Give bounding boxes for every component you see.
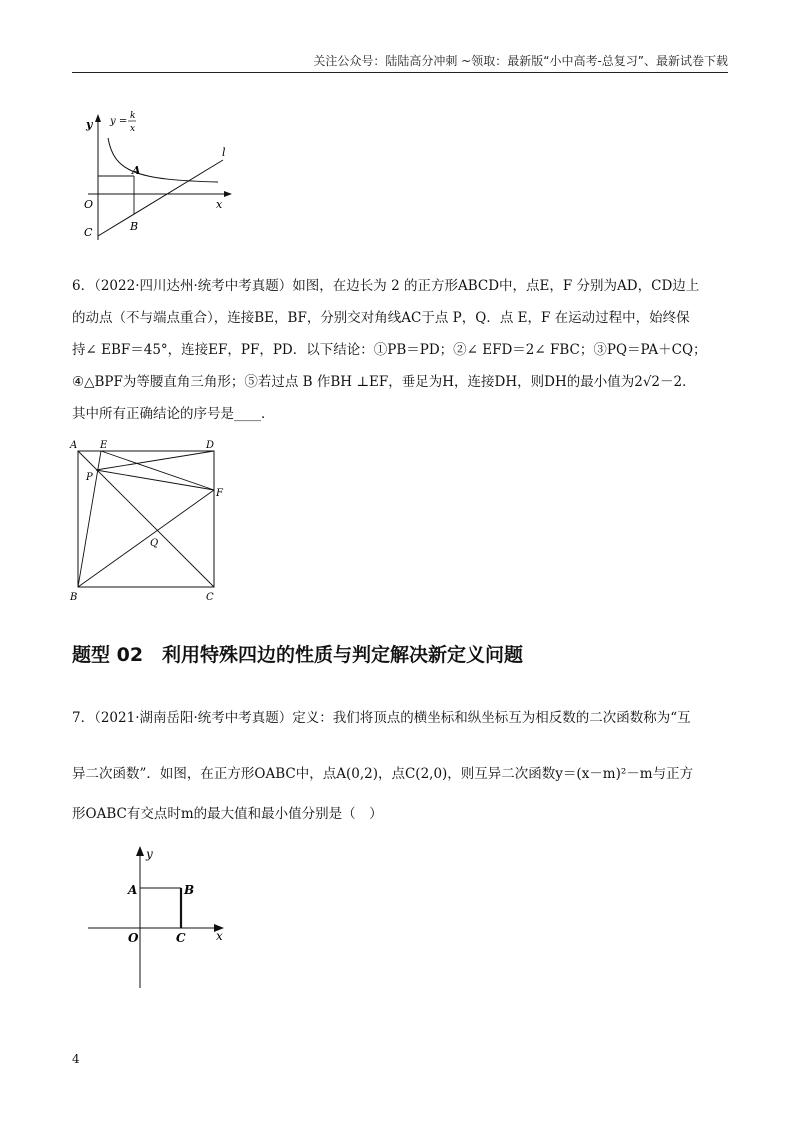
q7-line-2: 异二次函数”．如图，在正方形OABC中，点A(0,2)，点C(2,0)，则互异二次函数y＝(x－m)²－m与正方 (72, 766, 694, 782)
point-q-label: Q (150, 538, 159, 549)
figure-hyperbola-line (78, 110, 238, 250)
vertex-c-label: C (206, 592, 214, 603)
function-numerator: k (130, 111, 136, 121)
point-b-label: B (130, 220, 139, 233)
q6-line-5: 其中所有正确结论的序号是____． (72, 406, 275, 422)
x-axis-label: x (216, 198, 223, 211)
y-axis-label: y (86, 118, 93, 131)
q7-line-1: 7．（2021·湖南岳阳·统考中考真题）定义：我们将顶点的横坐标和纵坐标互为相反数的二次函数称为“互 (72, 710, 691, 726)
function-denominator: x (130, 124, 136, 134)
q6-line-1: 6．（2022·四川达州·统考中考真题）如图，在边长为 2 的正方形ABCD中，点E，F 分别为AD，CD边上 (72, 278, 700, 294)
x-axis-label: x (216, 929, 223, 943)
point-b-label: B (184, 883, 195, 897)
section-title: 题型 02 利用特殊四边的性质与判定解决新定义问题 (72, 644, 524, 666)
header-rule (72, 72, 728, 73)
origin-label: O (84, 198, 94, 211)
figure-square-oabc (84, 840, 234, 990)
q7-line-3: 形OABC有交点时m的最大值和最小值分别是（ ） (72, 806, 383, 822)
vertex-b-label: B (70, 592, 78, 603)
point-a-label: A (128, 883, 138, 897)
q6-line-4: ④△BPF为等腰直角三角形；⑤若过点 B 作BH ⊥EF，垂足为H，连接DH，则DH的最小值为2√2－2． (72, 374, 696, 390)
point-p-label: P (86, 472, 93, 483)
point-c-label: C (84, 226, 93, 239)
line-label: l (222, 146, 226, 159)
function-lhs: y = (110, 116, 128, 127)
y-axis-label: y (146, 847, 153, 861)
vertex-a-label: A (70, 440, 78, 451)
q6-line-2: 的动点（不与端点重合），连接BE，BF，分别交对角线AC于点 P，Q．点 E，F 在运动过程中，始终保 (72, 310, 690, 326)
page-header: 关注公众号：陆陆高分冲刺 ~领取：最新版“小中高考-总复习”、最新试卷下载 (313, 54, 728, 68)
point-c-label: C (176, 931, 186, 945)
vertex-d-label: D (206, 440, 215, 451)
page-number: 4 (72, 1052, 80, 1066)
point-a-label: A (132, 164, 141, 177)
point-f-label: F (216, 488, 223, 499)
figure-square-abcd (66, 436, 236, 606)
point-e-label: E (100, 440, 108, 451)
q6-line-3: 持∠ EBF＝45°，连接EF，PF，PD．以下结论：①PB＝PD；②∠ EFD＝2∠ FBC；③PQ＝PA＋CQ； (72, 342, 707, 358)
origin-label: O (128, 931, 139, 945)
